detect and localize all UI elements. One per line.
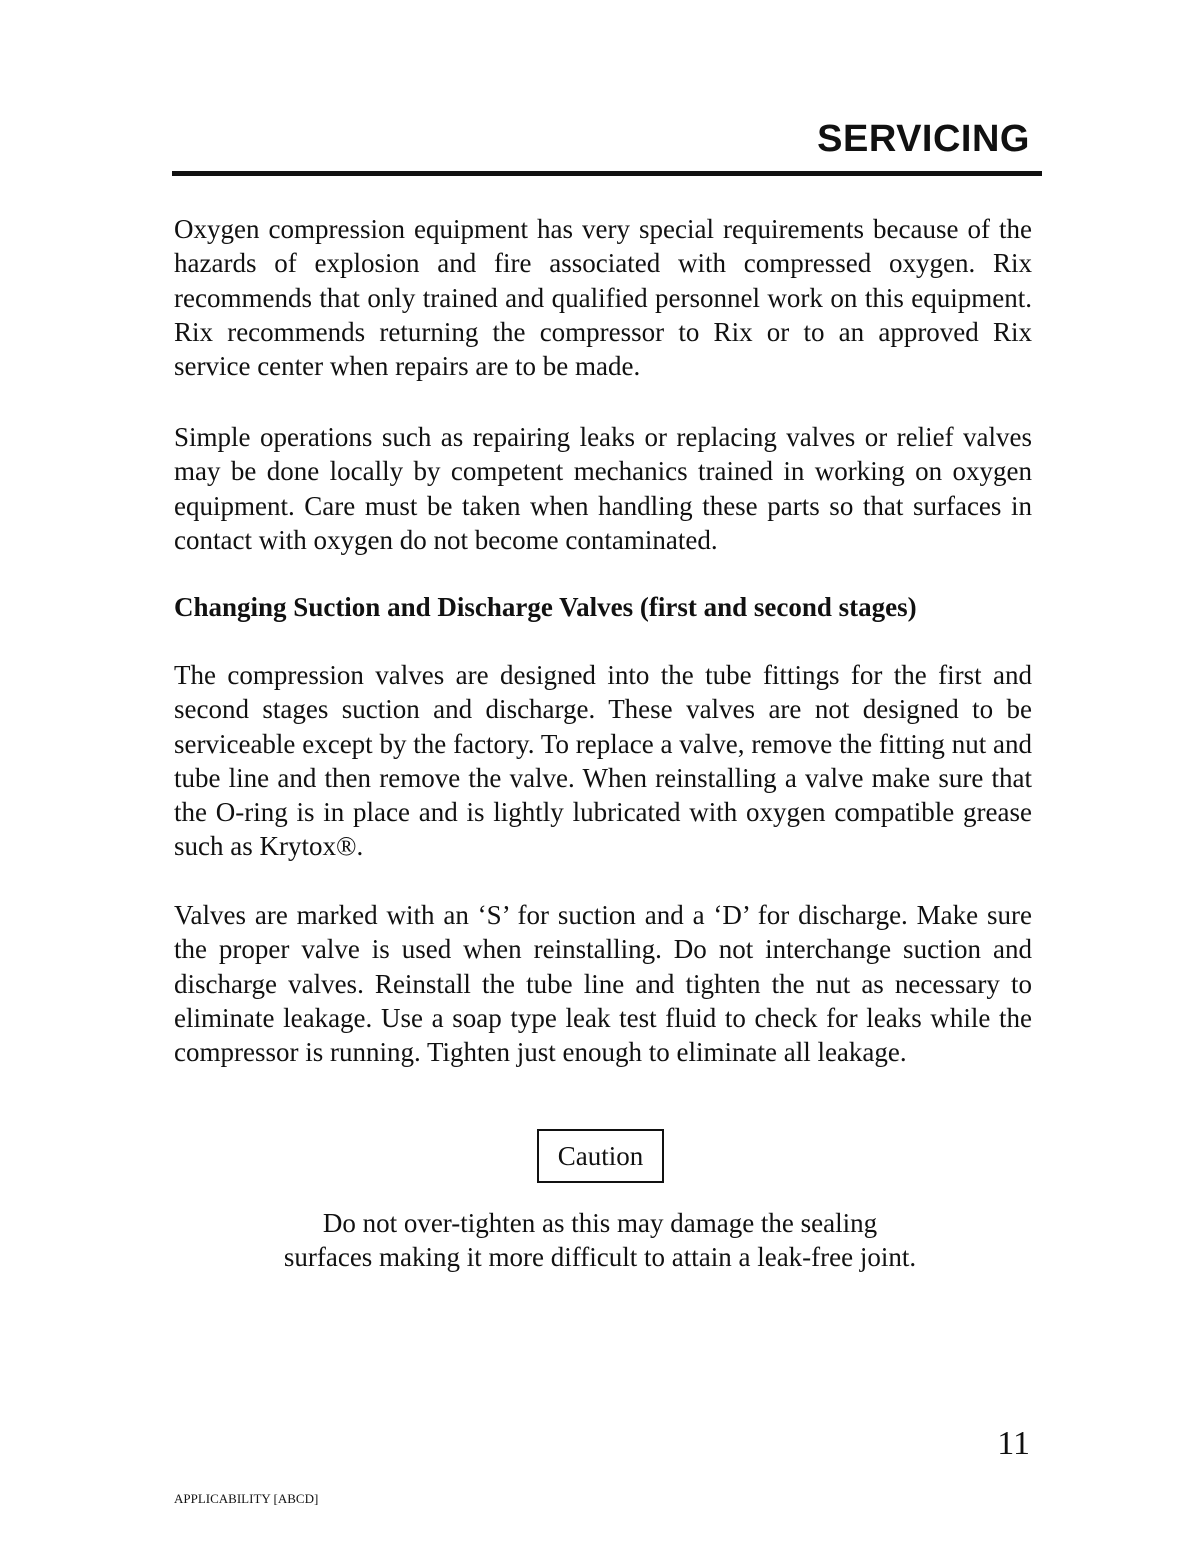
page-number: 11: [997, 1425, 1030, 1462]
valve-marking-paragraph: Valves are marked with an ‘S’ for suction and a ‘D’ for discharge. Make sure the proper valve is used when reinstalling. Do not interchange suction and discharge valves. Reinstall the tube line and tighten the nut as necessary to eliminate leakage. Use a soap type leak test fluid to check for leaks while the compressor is running. Tighten just enough to eliminate all leakage.: [174, 900, 1032, 1068]
header-rule: [172, 171, 1042, 176]
caution-line-2: surfaces making it more difficult to attain a leak-free joint.: [283, 1242, 917, 1272]
section-title: SERVICING: [817, 118, 1030, 160]
intro-paragraph-2: Simple operations such as repairing leaks or replacing valves or relief valves may be done locally by competent mechanics trained in working on oxygen equipment. Care must be taken when handling these parts so that surfaces in contact with oxygen do not become contaminated.: [174, 422, 1032, 555]
caution-box: [537, 1129, 664, 1183]
caution-line-1: Do not over-tighten as this may damage the sealing: [322, 1208, 878, 1238]
applicability-footer: APPLICABILITY [ABCD]: [174, 1491, 319, 1506]
caution-text: [200, 1206, 1000, 1274]
caution-label: Caution: [557, 1141, 644, 1171]
subsection-heading: Changing Suction and Discharge Valves (first and second stages): [174, 592, 917, 622]
intro-paragraph-1: Oxygen compression equipment has very special requirements because of the hazards of explosion and fire associated with compressed oxygen. Rix recommends that only trained and qualified personnel work on this equipment. Rix recommends returning the compressor to Rix or to an approved Rix service center when repairs are to be made.: [174, 214, 1032, 382]
valve-replacement-paragraph: The compression valves are designed into the tube fittings for the first and second stages suction and discharge. These valves are not designed to be serviceable except by the factory. To replace a valve, remove the fitting nut and tube line and then remove the valve. When reinstalling a valve make sure that the O-ring is in place and is lightly lubricated with oxygen compatible grease such as Krytox®.: [174, 660, 1032, 862]
